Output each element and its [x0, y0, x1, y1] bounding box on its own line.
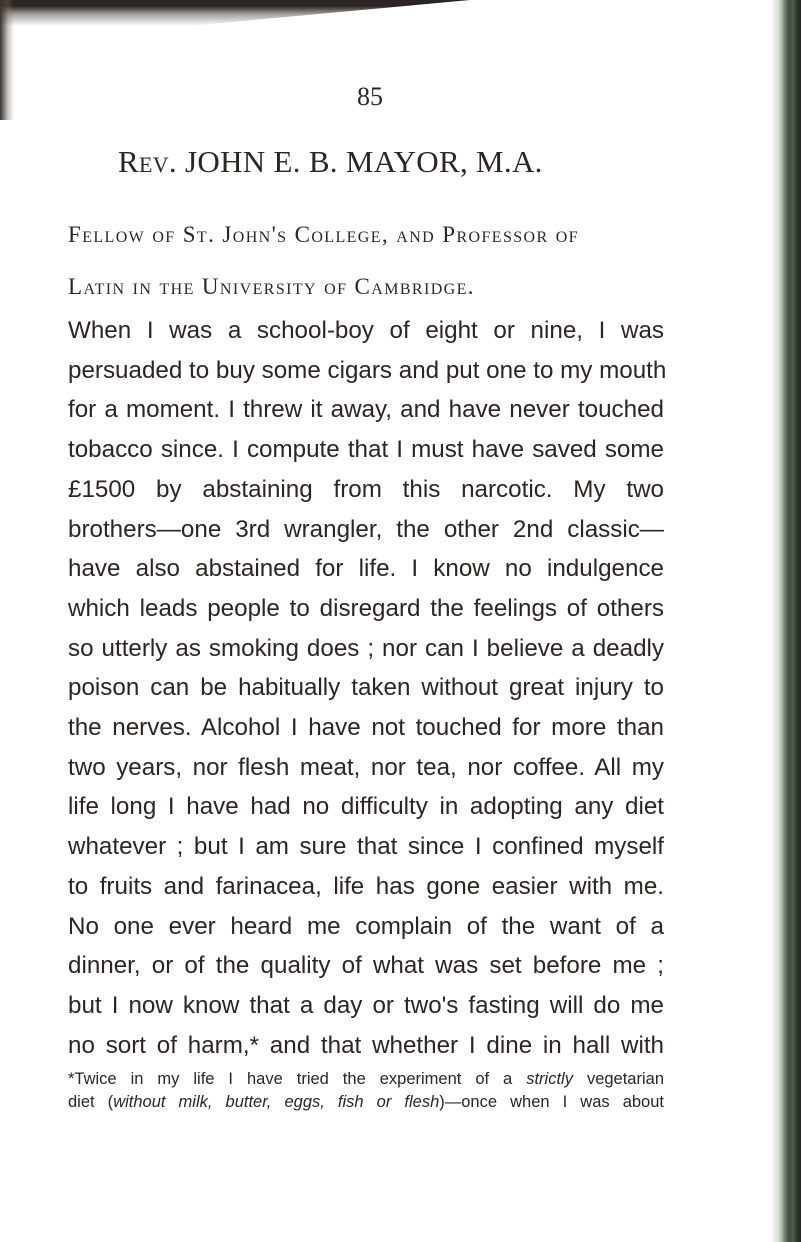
body-line: poison can be habitually taken without great injury to: [68, 674, 664, 702]
footnote-text: )—once when I was about: [439, 1093, 664, 1111]
body-line: life long I have had no difficulty in adopting any diet: [68, 793, 664, 821]
body-line: whatever ; but I am sure that since I confined myself: [68, 833, 664, 861]
body-line: but I now know that a day or two's fasting will do me: [68, 991, 664, 1019]
body-line: brothers—one 3rd wrangler, the other 2nd classic—: [68, 515, 664, 543]
footnote-emphasis: strictly: [526, 1070, 573, 1088]
body-line: No one ever heard me complain of the want of a: [68, 912, 664, 940]
footnote-line: [68, 1068, 664, 1091]
body-line: which leads people to disregard the feelings of others: [68, 594, 664, 622]
book-binding: [777, 0, 801, 1242]
body-line: for a moment. I threw it away, and have never touched: [68, 396, 664, 424]
subheading-line: Fellow of St. John's College, and Professor of: [68, 222, 579, 247]
body-line: to fruits and farinacea, life has gone easier with me.: [68, 872, 664, 900]
body-line: the nerves. Alcohol I have not touched for more than: [68, 714, 664, 742]
footnote-text: diet (: [68, 1093, 114, 1111]
subheading-line: Latin in the University of Cambridge.: [68, 274, 475, 299]
body-line: so utterly as smoking does ; nor can I believe a deadly: [68, 634, 664, 662]
body-line: When I was a school-boy of eight or nine, I was: [68, 317, 664, 344]
page-number: 85: [357, 82, 383, 111]
heading-name: JOHN E. B. MAYOR, M.A.: [185, 144, 543, 179]
page-heading: [118, 142, 678, 182]
footnote-emphasis: without milk, butter, eggs, fish or flesh: [113, 1093, 440, 1111]
body-line: no sort of harm,* and that whether I dine in hall with: [68, 1031, 664, 1059]
page-edge-shadow: [0, 0, 14, 120]
body-paragraph: [68, 311, 667, 1065]
footnote-text: vegetarian: [572, 1070, 664, 1088]
heading-text: [118, 144, 543, 179]
body-line: two years, nor flesh meat, nor tea, nor coffee. All my: [68, 753, 664, 781]
body-line: £1500 by abstaining from this narcotic. My two: [68, 475, 664, 503]
page-corner-shadow: [0, 0, 470, 26]
body-line: persuaded to buy some cigars and put one to my mouth: [68, 356, 667, 384]
body-line: dinner, or of the quality of what was set before me ;: [68, 952, 664, 980]
body-line: tobacco since. I compute that I must have saved some: [68, 436, 664, 464]
footnote-text: *Twice in my life I have tried the experiment of a: [68, 1070, 527, 1088]
footnote-line: [68, 1091, 664, 1114]
heading-title-prefix: Rev.: [118, 144, 186, 179]
footnote: [68, 1068, 664, 1114]
body-line: have also abstained for life. I know no indulgence: [68, 555, 664, 583]
subheading: [68, 209, 708, 313]
